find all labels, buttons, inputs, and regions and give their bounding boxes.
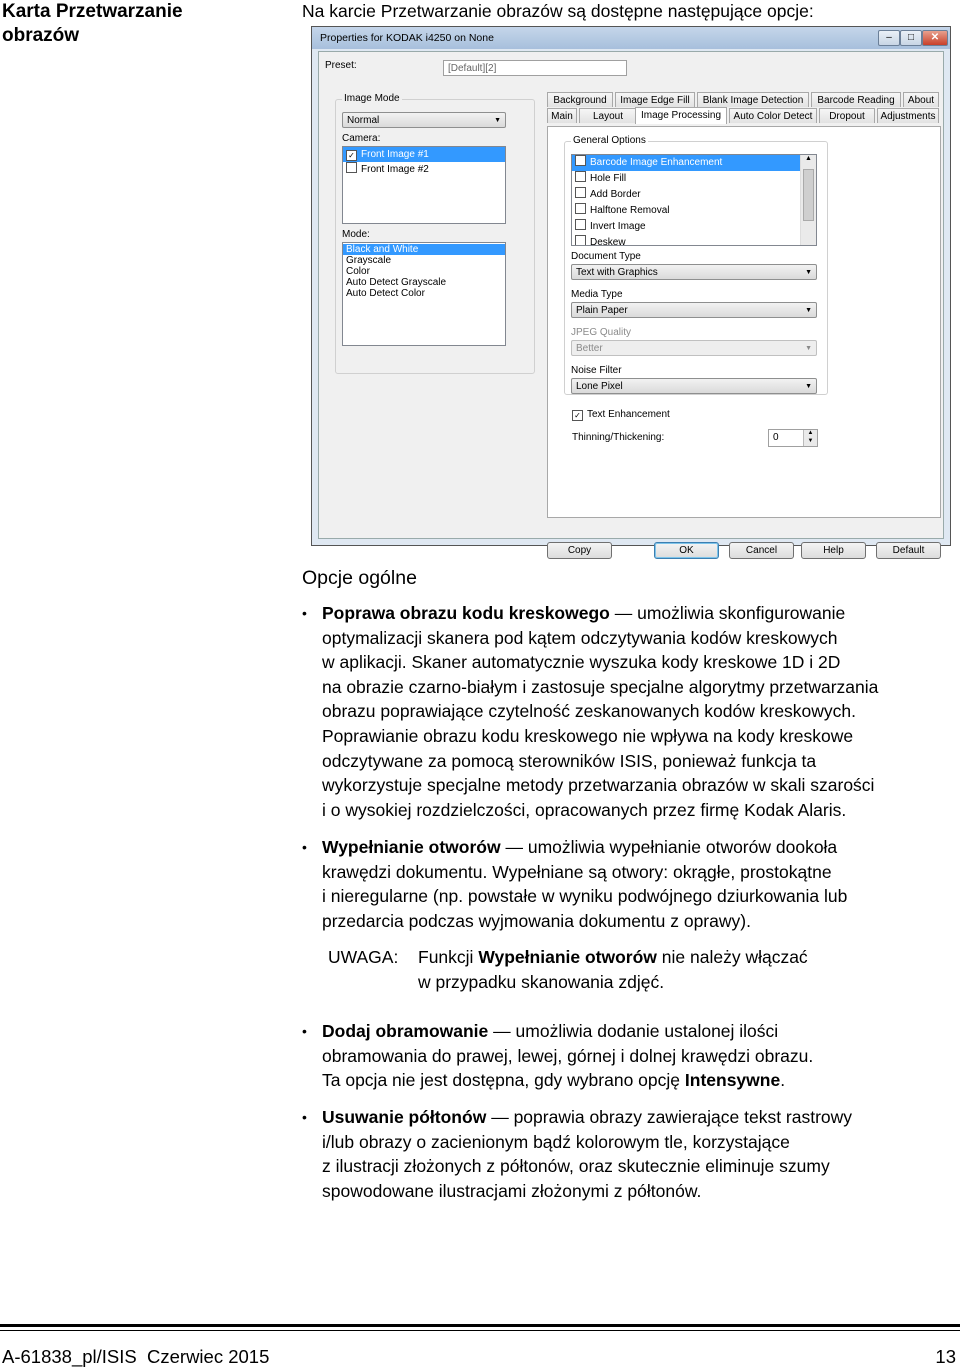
tab-layout[interactable]: Layout xyxy=(579,108,637,123)
thinning-label: Thinning/Thickening: xyxy=(572,432,665,443)
note-bold: Wypełnianie otworów xyxy=(478,947,657,967)
spin-up-icon[interactable]: ▲ xyxy=(803,430,817,438)
image-mode-group xyxy=(335,93,535,374)
note-text xyxy=(418,945,808,994)
section-heading: Opcje ogólne xyxy=(302,567,417,589)
help-button[interactable]: Help xyxy=(801,542,866,559)
text-line: na obrazie czarno-białym i zastosuje specjalne algorytmy przetwarzania xyxy=(322,676,879,697)
option-item[interactable] xyxy=(572,155,801,171)
camera-label: Camera: xyxy=(342,133,381,144)
text-line: krawędzi dokumentu. Wypełniane są otwory: okrągłe, prostokątne xyxy=(322,861,832,882)
footer-rule-thin xyxy=(0,1330,960,1331)
checkbox-icon[interactable] xyxy=(575,171,586,182)
checkbox-icon[interactable] xyxy=(575,219,586,230)
text-line: obrazu poprawiające czytelność zeskanowanych kodów kreskowych. xyxy=(322,701,857,722)
option-item[interactable] xyxy=(572,171,801,187)
bullet-icon: • xyxy=(302,1109,307,1125)
camera-item[interactable] xyxy=(343,162,505,177)
image-mode-value: Normal xyxy=(347,115,380,126)
checkbox-icon[interactable] xyxy=(346,162,357,173)
tab-blank-image-detection[interactable]: Blank Image Detection xyxy=(697,92,809,107)
chevron-down-icon: ▼ xyxy=(805,307,812,314)
option-item[interactable] xyxy=(572,203,801,219)
checkbox-checked-icon[interactable]: ✓ xyxy=(346,150,357,161)
noise-filter-select[interactable] xyxy=(571,378,817,394)
note-label: UWAGA: xyxy=(328,947,399,967)
tab-dropout[interactable]: Dropout xyxy=(819,108,875,123)
tab-background[interactable]: Background xyxy=(547,92,613,107)
general-options-items xyxy=(572,155,801,245)
footer-rule xyxy=(0,1324,960,1327)
checkbox-icon[interactable] xyxy=(575,187,586,198)
ok-button[interactable]: OK xyxy=(654,542,719,559)
bullet-term: Dodaj obramowanie xyxy=(322,1021,489,1041)
camera-item[interactable] xyxy=(343,147,505,162)
mode-item[interactable]: Auto Detect Grayscale xyxy=(346,277,447,288)
dash: — xyxy=(491,1107,509,1127)
bullet-icon: • xyxy=(302,839,307,855)
option-item[interactable] xyxy=(572,219,801,235)
camera-item-label: Front Image #2 xyxy=(361,164,429,175)
page-number: 13 xyxy=(935,1346,956,1367)
footer-doc-id: A-61838_pl/ISIS Czerwiec 2015 xyxy=(2,1346,270,1367)
minimize-icon[interactable]: – xyxy=(878,30,900,46)
properties-dialog xyxy=(311,26,951,556)
text-line: optymalizacji skanera pod kątem odczytywania kodów kreskowych xyxy=(322,627,838,648)
media-type-label: Media Type xyxy=(571,289,623,300)
media-type-value: Plain Paper xyxy=(576,305,628,316)
chevron-down-icon: ▼ xyxy=(805,269,812,276)
noise-filter-label: Noise Filter xyxy=(571,365,622,376)
mode-item[interactable]: Grayscale xyxy=(346,255,392,266)
bullet-term: Wypełnianie otworów xyxy=(322,837,501,857)
note-text-post: nie należy włączać xyxy=(661,947,808,967)
note-line2: w przypadku skanowania zdjęć. xyxy=(418,971,665,992)
bullet-term: Poprawa obrazu kodu kreskowego xyxy=(322,603,610,623)
scroll-thumb[interactable] xyxy=(803,169,814,221)
intro-text: Na karcie Przetwarzanie obrazów są dostępne następujące opcje: xyxy=(302,1,814,21)
list-scrollbar[interactable] xyxy=(800,155,816,245)
text-line: spowodowane ilustracjami złożonymi z półtonów. xyxy=(322,1180,702,1201)
option-label: Hole Fill xyxy=(590,173,627,184)
preset-label: Preset: xyxy=(325,60,357,71)
text-line: i nieregularne (np. powstałe w wyniku podwójnego dziurkowania lub xyxy=(322,886,848,907)
default-button[interactable]: Default xyxy=(876,542,941,559)
dialog-title: Properties for KODAK i4250 on None xyxy=(320,32,494,44)
media-type-select[interactable] xyxy=(571,302,817,318)
chevron-down-icon: ▼ xyxy=(805,383,812,390)
chevron-down-icon: ▼ xyxy=(805,345,812,352)
mode-item[interactable]: Auto Detect Color xyxy=(346,288,425,299)
scroll-up-icon[interactable]: ▲ xyxy=(805,155,812,162)
cancel-button[interactable]: Cancel xyxy=(729,542,794,559)
checkbox-icon[interactable] xyxy=(575,155,586,166)
copy-button[interactable]: Copy xyxy=(547,542,612,559)
dash: — xyxy=(493,1021,511,1041)
bullet-icon: • xyxy=(302,605,307,621)
option-item[interactable] xyxy=(572,235,801,246)
text-line: . xyxy=(780,1070,786,1091)
checkbox-icon[interactable] xyxy=(575,235,586,246)
document-type-label: Document Type xyxy=(571,251,641,262)
bold-term: Intensywne xyxy=(684,1070,781,1091)
text-line: z ilustracji złożonych z półtonów, oraz skutecznie eliminuje szumy xyxy=(322,1156,830,1177)
image-mode-label: Image Mode xyxy=(344,93,400,104)
checkbox-checked-icon[interactable]: ✓ xyxy=(572,410,583,421)
tab-about[interactable]: About xyxy=(903,92,939,107)
checkbox-icon[interactable] xyxy=(575,203,586,214)
text-line: Ta opcja nie jest dostępna, gdy wybrano opcję xyxy=(322,1070,681,1091)
tab-main[interactable]: Main xyxy=(547,108,577,123)
note xyxy=(328,945,808,992)
maximize-icon[interactable]: □ xyxy=(900,30,922,46)
document-type-select[interactable] xyxy=(571,264,817,280)
bullet-term: Usuwanie półtonów xyxy=(322,1107,487,1127)
chevron-down-icon: ▼ xyxy=(494,117,501,124)
text-line: umożliwia skonfigurowanie xyxy=(637,603,846,623)
option-label: Invert Image xyxy=(590,221,646,232)
text-line: odczytywane za pomocą sterowników ISIS, ponieważ funkcja ta xyxy=(322,750,817,771)
bullet-hole-fill xyxy=(322,835,958,933)
general-options-label: General Options xyxy=(573,135,646,146)
tab-auto-color-detect[interactable]: Auto Color Detect xyxy=(729,108,817,123)
noise-filter-value: Lone Pixel xyxy=(576,381,623,392)
jpeg-quality-select xyxy=(571,340,817,356)
text-line: poprawia obrazy zawierające tekst rastrowy xyxy=(513,1107,853,1127)
tab-strip xyxy=(547,92,941,126)
text-line: w aplikacji. Skaner automatycznie wyszuka kody kreskowe 1D i 2D xyxy=(322,652,841,673)
tab-image-edge-fill[interactable]: Image Edge Fill xyxy=(615,92,695,107)
general-options-list[interactable] xyxy=(571,154,817,246)
text-line: umożliwia wypełnianie otworów dookoła xyxy=(527,837,838,857)
dash: — xyxy=(614,603,633,623)
text-enhancement-label: Text Enhancement xyxy=(587,409,670,420)
thinning-field[interactable] xyxy=(768,429,818,447)
spin-down-icon[interactable]: ▼ xyxy=(803,438,817,446)
bullet-halftone xyxy=(322,1105,958,1203)
option-label: Barcode Image Enhancement xyxy=(590,157,723,168)
option-label: Add Border xyxy=(590,189,641,200)
tab-image-processing[interactable]: Image Processing xyxy=(635,107,727,124)
general-options-group xyxy=(564,135,828,395)
jpeg-quality-label: JPEG Quality xyxy=(571,327,632,338)
text-line: i/lub obrazy o zacienionym bądź kolorowym tle, korzystające xyxy=(322,1131,790,1152)
note-text-pre: Funkcji xyxy=(418,947,474,967)
text-line: Poprawianie obrazu kodu kreskowego nie wpływa na kody kreskowe xyxy=(322,725,854,746)
thinning-value: 0 xyxy=(773,432,779,443)
mode-label: Mode: xyxy=(342,229,370,240)
mode-item[interactable]: Black and White xyxy=(343,244,505,255)
text-line: obramowania do prawej, lewej, górnej i dolnej krawędzi obrazu. xyxy=(322,1045,814,1066)
camera-list[interactable] xyxy=(342,146,506,224)
dialog-body xyxy=(318,51,944,556)
dialog-titlebar xyxy=(312,27,950,49)
bullet-icon: • xyxy=(302,1023,307,1039)
option-label: Halftone Removal xyxy=(590,205,670,216)
dash: — xyxy=(505,837,523,857)
section-title: Karta Przetwarzanie obrazów xyxy=(2,1,183,46)
close-icon[interactable]: ✕ xyxy=(922,30,948,46)
document-type-value: Text with Graphics xyxy=(576,267,658,278)
mode-item[interactable]: Color xyxy=(346,266,370,277)
text-enhancement-checkbox[interactable] xyxy=(572,409,670,421)
text-line: przedarcia podczas wyjmowania dokumentu z oprawy). xyxy=(322,910,751,931)
tab-barcode-reading[interactable]: Barcode Reading xyxy=(811,92,901,107)
image-processing-page xyxy=(547,126,941,518)
mode-list[interactable] xyxy=(342,242,506,346)
bullet-add-border xyxy=(322,1019,958,1093)
preset-field[interactable]: [Default][2] xyxy=(443,60,627,76)
image-mode-select[interactable] xyxy=(342,112,506,128)
bullet-barcode xyxy=(322,601,958,822)
option-item[interactable] xyxy=(572,187,801,203)
option-label: Deskew xyxy=(590,237,626,246)
camera-item-label: Front Image #1 xyxy=(361,149,429,160)
text-line: umożliwia dodanie ustalonej ilości xyxy=(515,1021,779,1041)
jpeg-quality-value: Better xyxy=(576,343,603,354)
tab-adjustments[interactable]: Adjustments xyxy=(877,108,939,123)
text-line: i o wysokiej rozdzielczości, opracowanych przez firmę Kodak Alaris. xyxy=(322,799,847,820)
text-line: wykorzystuje specjalne metody przetwarzania obrazów w skali szarości xyxy=(322,775,875,796)
